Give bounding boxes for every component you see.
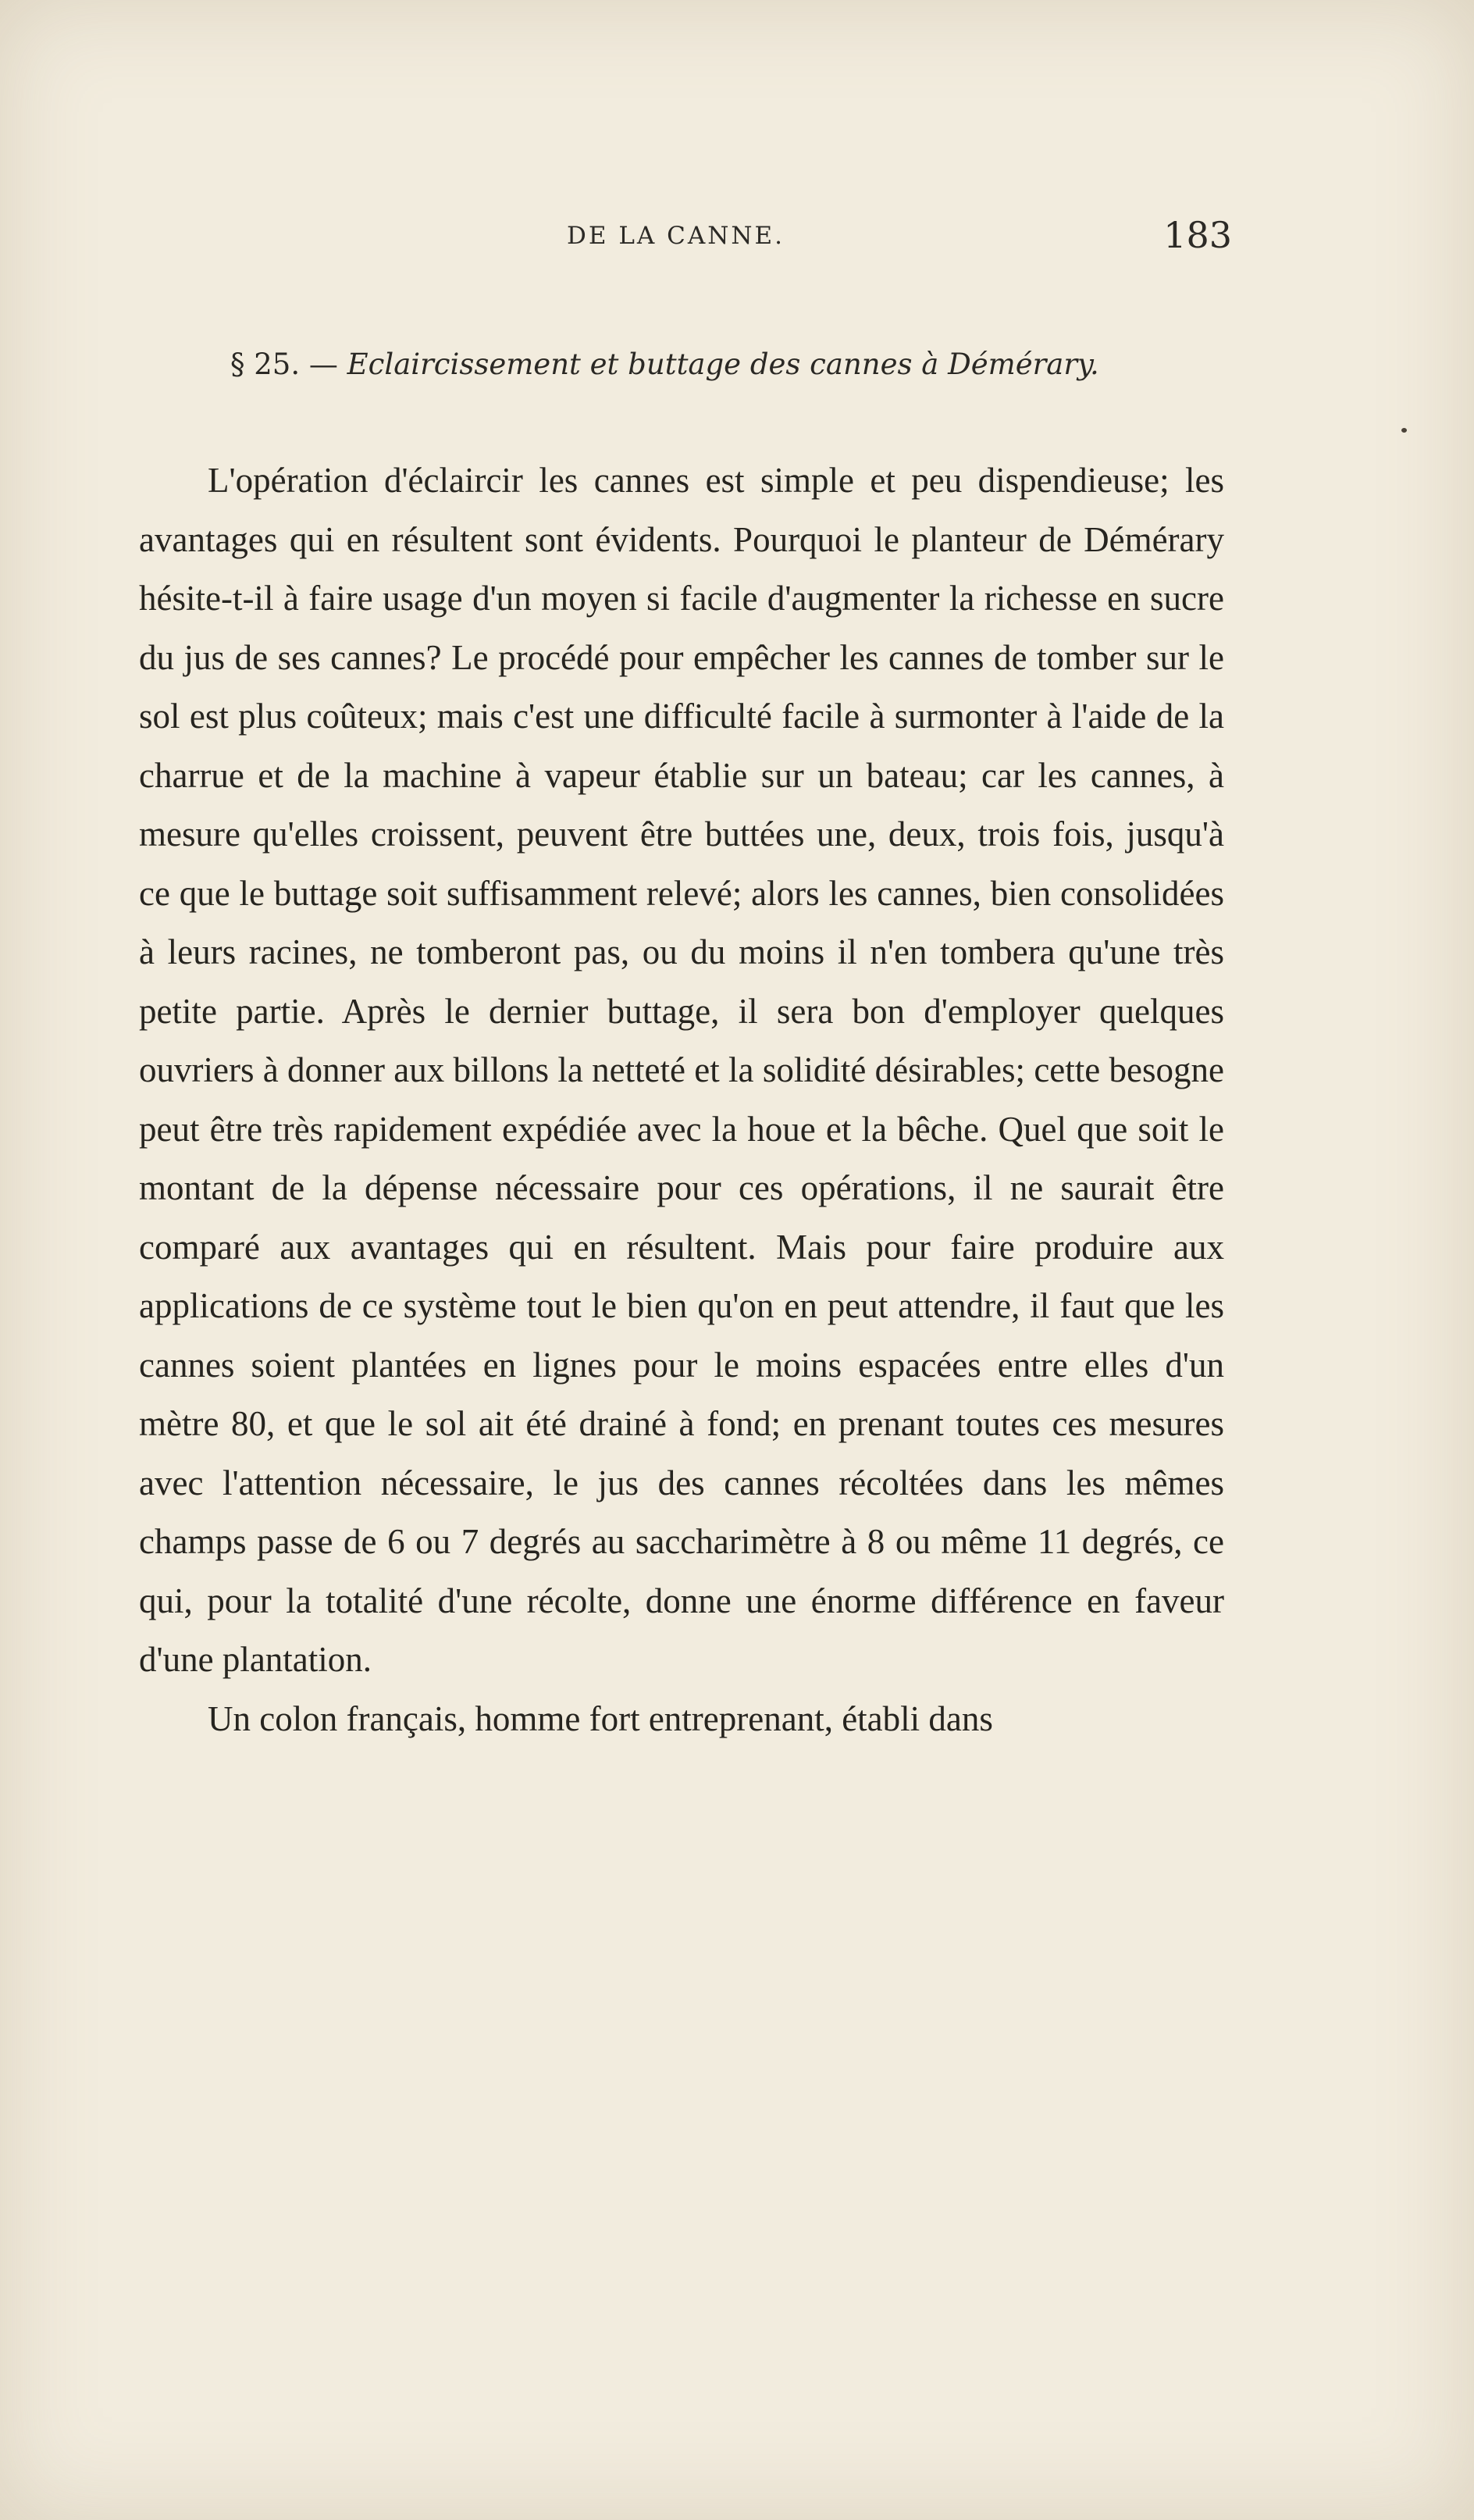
paper-speck — [1401, 428, 1407, 433]
running-title: DE LA CANNE. — [567, 222, 785, 250]
body-text — [139, 451, 1224, 1748]
section-number: § 25. — — [230, 348, 347, 381]
section-title: Eclaircissement et buttage des cannes à Démérary. — [347, 348, 1099, 381]
paragraph: Un colon français, homme fort entreprenant, établi dans — [208, 1698, 993, 1738]
paragraph: L'opération d'éclaircir les cannes est simple et peu dispendieuse; les avantages qui en résultent sont évidents. Pourquoi le planteur de Démérary hésite-t-il à faire usage d'un moyen si facile d'augmenter la richesse en sucre du jus de ses cannes? Le procédé pour empêcher les cannes de tomber sur le sol est plus coûteux; mais c'est une difficulté facile à surmonter à l'aide de la charrue et de la machine à vapeur établie sur un bateau; car les cannes, à mesure qu'elles croissent, peuvent être buttées une, deux, trois fois, jusqu'à ce que le buttage soit suffisamment relevé; alors les cannes, bien consolidées à leurs racines, ne tomberont pas, ou du moins il n'en tombera qu'une très petite partie. Après le dernier buttage, il sera bon d'employer quelques ouvriers à donner aux billons la netteté et la solidité désirables; cette besogne peut être très rapidement expédiée avec la houe et la bêche. Quel que soit le montant de la dépense nécessaire pour ces opérations, il ne saurait être comparé aux avantages qui en résultent. Mais pour faire produire aux applications de ce système tout le bien qu'on en peut attendre, il faut que les cannes soient plantées en lignes pour le moins espacées entre elles d'un mètre 80, et que le sol ait été drainé à fond; en prenant toutes ces mesures avec l'attention nécessaire, le jus des cannes récoltées dans les mêmes champs passe de 6 ou 7 degrés au saccharimètre à 8 ou même 11 degrés, ce qui, pour la totalité d'une récolte, donne une énorme différence en faveur d'une plantation. — [139, 461, 1224, 1679]
page-header — [139, 212, 1232, 259]
section-heading — [230, 348, 1245, 381]
page-number: 183 — [1163, 214, 1232, 256]
